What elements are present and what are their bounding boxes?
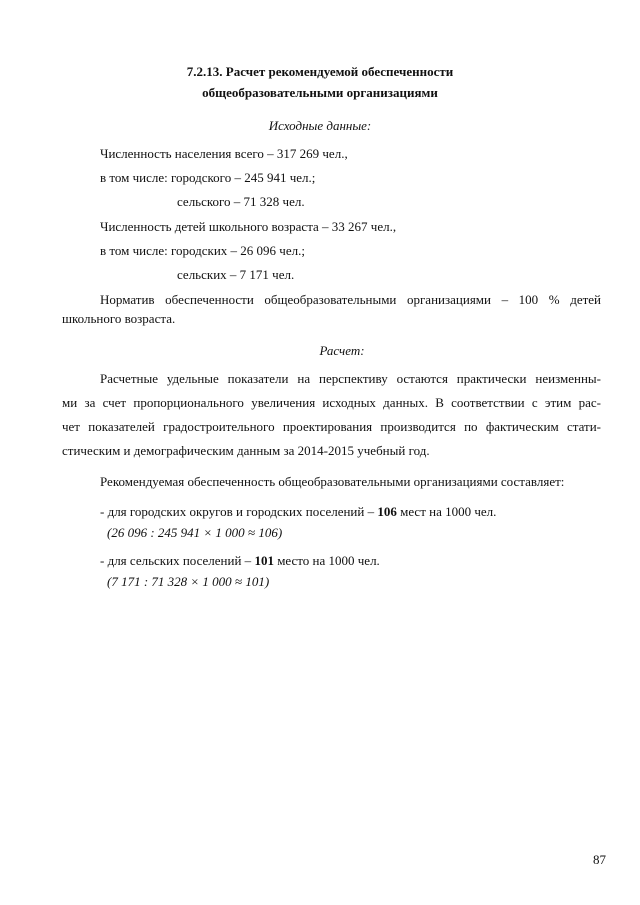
population-rural: сельского – 71 328 чел. [177,194,305,209]
rural-provision-prefix: - для сельских поселений – [100,553,255,568]
recommended-provision-text: Рекомендуемая обеспеченность общеобразовательными организациями составляет: [100,474,565,489]
rural-provision-line [100,553,380,569]
urban-provision-value: 106 [377,504,397,519]
children-urban: в том числе: городских – 26 096 чел.; [100,243,305,258]
norm-line-2: школьного возраста. [62,311,176,326]
urban-provision-prefix: - для городских округов и городских поселений – [100,504,378,519]
children-total: Численность детей школьного возраста – 33 267 чел., [100,219,397,234]
calc-paragraph-line-4: стическим и демографическим данным за 2014-2015 учебный год. [62,443,430,458]
urban-provision-suffix: мест на 1000 чел. [396,504,497,519]
rural-provision-suffix: место на 1000 чел. [273,553,380,568]
urban-provision-line [100,504,496,520]
calculation-heading: Расчет: [319,343,365,358]
population-total: Численность населения всего – 317 269 чел., [100,146,348,161]
page-number: 87 [593,852,606,867]
section-title-line-1: 7.2.13. Расчет рекомендуемой обеспеченности [186,64,454,79]
rural-provision-formula: (7 171 : 71 328 × 1 000 ≈ 101) [107,574,270,589]
norm-line-1: Норматив обеспеченности общеобразовательными организациями – 100 % детей [100,292,601,307]
urban-provision-formula: (26 096 : 245 941 × 1 000 ≈ 106) [107,525,283,540]
children-rural: сельских – 7 171 чел. [177,267,295,282]
section-title-line-2: общеобразовательными организациями [202,85,438,100]
calc-paragraph-line-3: чет показателей градостроительного проектирования производится по фактическим стати- [62,419,601,434]
calc-paragraph-line-1: Расчетные удельные показатели на перспективу остаются практически неизменны- [100,371,601,386]
rural-provision-value: 101 [254,553,274,568]
population-urban: в том числе: городского – 245 941 чел.; [100,170,316,185]
initial-data-heading: Исходные данные: [268,118,372,133]
calc-paragraph-line-2: ми за счет пропорционального увеличения исходных данных. В соответствии с этим рас- [62,395,601,410]
